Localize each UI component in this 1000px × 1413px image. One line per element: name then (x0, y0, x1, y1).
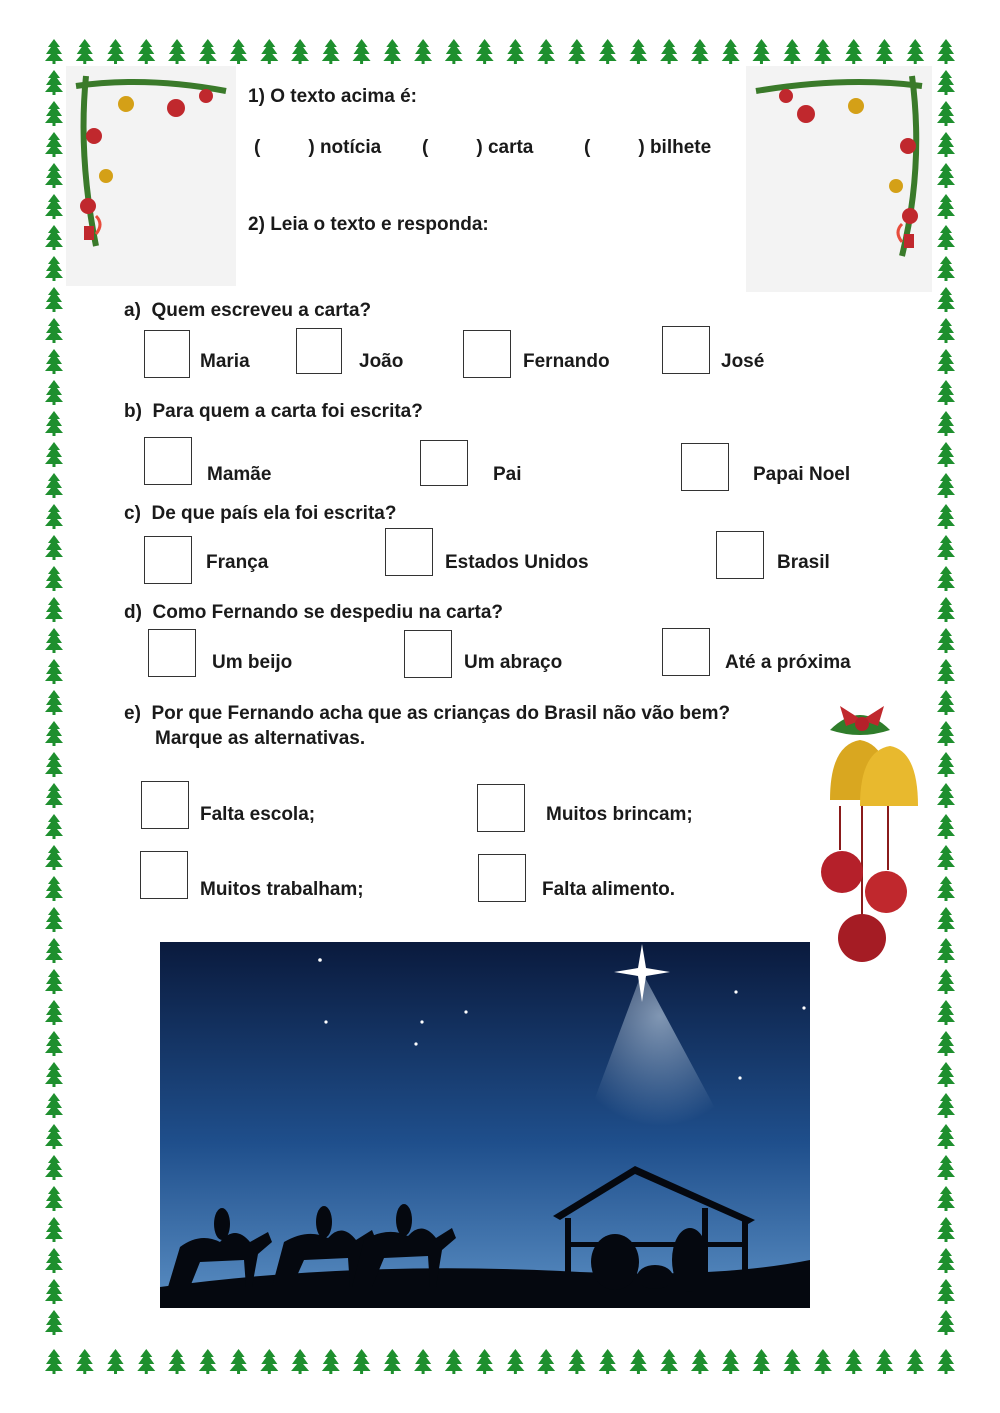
christmas-tree-icon (291, 39, 309, 64)
checkbox-falta-alimento[interactable] (478, 854, 526, 902)
christmas-tree-icon (45, 256, 63, 281)
option-muitos-trabalham: Muitos trabalham; (200, 879, 364, 900)
christmas-tree-icon (45, 1248, 63, 1273)
christmas-tree-icon (322, 39, 340, 64)
checkbox-fernando[interactable] (463, 330, 511, 378)
checkbox-mamae[interactable] (144, 437, 192, 485)
option-maria: Maria (200, 351, 250, 372)
question-2-number: 2) (248, 214, 265, 235)
christmas-bells-ornaments (800, 700, 925, 965)
option-mamae: Mamãe (207, 464, 272, 485)
christmas-tree-icon (383, 1349, 401, 1374)
option-pai: Pai (493, 464, 522, 485)
nativity-night-scene (160, 942, 810, 1308)
christmas-tree-icon (45, 1310, 63, 1335)
christmas-tree-icon (937, 1031, 955, 1056)
christmas-tree-icon (45, 938, 63, 963)
christmas-tree-icon (629, 39, 647, 64)
christmas-tree-icon (937, 473, 955, 498)
question-1-number: 1) (248, 86, 265, 107)
christmas-tree-icon (937, 690, 955, 715)
christmas-tree-icon (937, 225, 955, 250)
christmas-tree-icon (45, 163, 63, 188)
open-paren: ( (254, 137, 261, 158)
q1-option-noticia[interactable]: ( ) notícia (254, 137, 382, 158)
option-um-abraco: Um abraço (464, 652, 563, 673)
christmas-tree-icon (722, 39, 740, 64)
option-ate-a-proxima: Até a próxima (725, 652, 851, 673)
checkbox-um-abraco[interactable] (404, 630, 452, 678)
christmas-tree-icon (937, 721, 955, 746)
question-d-text: Como Fernando se despediu na carta? (152, 602, 504, 623)
christmas-tree-icon (845, 1349, 863, 1374)
christmas-tree-icon (107, 39, 125, 64)
christmas-tree-icon (568, 1349, 586, 1374)
q1-option-bilhete[interactable]: ( ) bilhete (584, 137, 712, 158)
christmas-tree-icon (414, 1349, 432, 1374)
checkbox-estados-unidos[interactable] (385, 528, 433, 576)
option-muitos-brincam: Muitos brincam; (546, 804, 693, 825)
christmas-tree-icon (937, 442, 955, 467)
christmas-tree-icon (230, 1349, 248, 1374)
checkbox-pai[interactable] (420, 440, 468, 486)
question-b-letter: b) (124, 401, 142, 422)
question-e-text-line1: Por que Fernando acha que as crianças do Brasil não vão bem? (151, 703, 731, 724)
option-falta-escola: Falta escola; (200, 804, 316, 825)
christmas-tree-icon (45, 132, 63, 157)
checkbox-joao[interactable] (296, 328, 342, 374)
christmas-tree-icon (45, 752, 63, 777)
christmas-tree-icon (45, 783, 63, 808)
option-brasil: Brasil (777, 552, 830, 573)
christmas-tree-icon (937, 783, 955, 808)
christmas-tree-icon (383, 39, 401, 64)
christmas-tree-icon (937, 318, 955, 343)
question-a-text: Quem escreveu a carta? (151, 300, 372, 321)
checkbox-muitos-trabalham[interactable] (140, 851, 188, 899)
q1-option-label: bilhete (649, 137, 712, 158)
christmas-tree-icon (599, 1349, 617, 1374)
christmas-tree-icon (783, 39, 801, 64)
christmas-tree-icon (45, 225, 63, 250)
question-c-text: De que país ela foi escrita? (151, 503, 397, 524)
question-d-letter: d) (124, 602, 142, 623)
christmas-tree-icon (137, 39, 155, 64)
question-b (124, 401, 423, 423)
christmas-tree-icon (937, 814, 955, 839)
question-c (124, 503, 396, 525)
christmas-tree-icon (45, 1279, 63, 1304)
holly-garland-top-left (66, 66, 236, 286)
christmas-tree-icon (137, 1349, 155, 1374)
christmas-tree-icon (445, 39, 463, 64)
christmas-tree-icon (199, 1349, 217, 1374)
christmas-tree-icon (937, 132, 955, 157)
christmas-tree-icon (45, 380, 63, 405)
christmas-tree-icon (45, 535, 63, 560)
christmas-tree-icon (937, 1155, 955, 1180)
christmas-tree-icon (722, 1349, 740, 1374)
christmas-tree-icon (937, 1279, 955, 1304)
christmas-tree-icon (937, 1349, 955, 1374)
christmas-tree-icon (45, 969, 63, 994)
christmas-tree-icon (76, 1349, 94, 1374)
christmas-tree-icon (937, 876, 955, 901)
question-e (124, 703, 730, 725)
christmas-tree-icon (691, 1349, 709, 1374)
christmas-tree-icon (45, 1062, 63, 1087)
christmas-tree-icon (937, 163, 955, 188)
christmas-tree-icon (937, 1310, 955, 1335)
christmas-tree-icon (937, 101, 955, 126)
checkbox-brasil[interactable] (716, 531, 764, 579)
christmas-tree-icon (937, 349, 955, 374)
christmas-tree-icon (937, 1000, 955, 1025)
question-a-letter: a) (124, 300, 141, 321)
christmas-tree-icon (107, 1349, 125, 1374)
christmas-tree-icon (660, 1349, 678, 1374)
christmas-tree-icon (660, 39, 678, 64)
christmas-tree-icon (937, 411, 955, 436)
question-1 (248, 86, 417, 108)
open-paren: ( (422, 137, 429, 158)
christmas-tree-icon (937, 628, 955, 653)
christmas-tree-icon (937, 969, 955, 994)
christmas-tree-icon (260, 1349, 278, 1374)
christmas-tree-icon (45, 349, 63, 374)
question-b-text: Para quem a carta foi escrita? (152, 401, 423, 422)
christmas-tree-icon (906, 1349, 924, 1374)
christmas-tree-icon (937, 535, 955, 560)
christmas-tree-icon (414, 39, 432, 64)
christmas-tree-icon (45, 70, 63, 95)
christmas-tree-icon (937, 1248, 955, 1273)
christmas-tree-icon (783, 1349, 801, 1374)
christmas-tree-icon (937, 256, 955, 281)
christmas-tree-icon (168, 39, 186, 64)
christmas-tree-icon (937, 938, 955, 963)
option-franca: França (206, 552, 269, 573)
question-1-text: O texto acima é: (270, 86, 417, 107)
christmas-tree-icon (476, 39, 494, 64)
christmas-tree-icon (45, 473, 63, 498)
christmas-tree-icon (45, 907, 63, 932)
christmas-tree-icon (353, 39, 371, 64)
checkbox-maria[interactable] (144, 330, 190, 378)
christmas-tree-icon (906, 39, 924, 64)
question-e-text-line2: Marque as alternativas. (155, 728, 366, 749)
christmas-tree-icon (814, 39, 832, 64)
checkbox-muitos-brincam[interactable] (477, 784, 525, 832)
christmas-tree-icon (629, 1349, 647, 1374)
option-falta-alimento: Falta alimento. (542, 879, 676, 900)
christmas-tree-icon (45, 1186, 63, 1211)
christmas-tree-icon (937, 1217, 955, 1242)
christmas-tree-icon (937, 1186, 955, 1211)
christmas-tree-icon (537, 39, 555, 64)
christmas-tree-icon (937, 287, 955, 312)
question-2-text: Leia o texto e responda: (270, 214, 489, 235)
christmas-tree-icon (875, 1349, 893, 1374)
question-a (124, 300, 371, 322)
christmas-tree-icon (45, 876, 63, 901)
christmas-tree-icon (752, 39, 770, 64)
christmas-tree-icon (45, 504, 63, 529)
christmas-tree-icon (937, 1093, 955, 1118)
christmas-tree-icon (937, 566, 955, 591)
christmas-tree-icon (537, 1349, 555, 1374)
christmas-tree-icon (599, 39, 617, 64)
christmas-tree-icon (937, 1062, 955, 1087)
christmas-tree-icon (506, 1349, 524, 1374)
christmas-tree-icon (322, 1349, 340, 1374)
option-fernando: Fernando (523, 351, 610, 372)
christmas-tree-icon (476, 1349, 494, 1374)
christmas-tree-icon (937, 194, 955, 219)
q1-option-label: notícia (319, 137, 382, 158)
christmas-tree-icon (875, 39, 893, 64)
christmas-tree-icon (45, 1217, 63, 1242)
checkbox-jose[interactable] (662, 326, 710, 374)
christmas-tree-icon (45, 101, 63, 126)
christmas-tree-icon (937, 659, 955, 684)
christmas-tree-icon (45, 1124, 63, 1149)
christmas-tree-icon (45, 690, 63, 715)
christmas-tree-icon (45, 318, 63, 343)
christmas-tree-icon (45, 194, 63, 219)
christmas-tree-icon (937, 845, 955, 870)
christmas-tree-icon (45, 597, 63, 622)
christmas-tree-icon (230, 39, 248, 64)
question-e-letter: e) (124, 703, 141, 724)
checkbox-um-beijo[interactable] (148, 629, 196, 677)
christmas-tree-icon (937, 39, 955, 64)
christmas-tree-icon (45, 287, 63, 312)
christmas-tree-icon (45, 39, 63, 64)
christmas-tree-icon (45, 721, 63, 746)
christmas-tree-icon (168, 1349, 186, 1374)
christmas-tree-icon (752, 1349, 770, 1374)
christmas-tree-icon (45, 814, 63, 839)
christmas-tree-icon (291, 1349, 309, 1374)
christmas-tree-icon (937, 504, 955, 529)
christmas-tree-icon (45, 411, 63, 436)
christmas-tree-icon (45, 1093, 63, 1118)
christmas-tree-icon (814, 1349, 832, 1374)
christmas-tree-icon (937, 907, 955, 932)
option-papai-noel: Papai Noel (753, 464, 851, 485)
checkbox-franca[interactable] (144, 536, 192, 584)
christmas-tree-icon (199, 39, 217, 64)
q1-option-label: carta (487, 137, 534, 158)
christmas-tree-icon (845, 39, 863, 64)
christmas-tree-icon (937, 597, 955, 622)
christmas-tree-icon (353, 1349, 371, 1374)
christmas-tree-icon (45, 845, 63, 870)
option-um-beijo: Um beijo (212, 652, 293, 673)
question-d (124, 602, 503, 624)
christmas-tree-icon (45, 1349, 63, 1374)
christmas-tree-icon (45, 1031, 63, 1056)
open-paren: ( (584, 137, 591, 158)
christmas-tree-icon (691, 39, 709, 64)
christmas-tree-icon (937, 70, 955, 95)
q1-option-carta[interactable]: ( ) carta (422, 137, 534, 158)
option-jose: José (721, 351, 765, 372)
option-estados-unidos: Estados Unidos (445, 552, 589, 573)
christmas-tree-icon (45, 1000, 63, 1025)
christmas-tree-icon (45, 566, 63, 591)
christmas-tree-icon (45, 1155, 63, 1180)
christmas-tree-icon (937, 1124, 955, 1149)
christmas-tree-icon (937, 380, 955, 405)
option-joao: João (359, 351, 404, 372)
holly-garland-top-right (746, 66, 932, 292)
checkbox-falta-escola[interactable] (141, 781, 189, 829)
christmas-tree-icon (445, 1349, 463, 1374)
christmas-tree-icon (506, 39, 524, 64)
checkbox-papai-noel[interactable] (681, 443, 729, 491)
question-c-letter: c) (124, 503, 141, 524)
christmas-tree-icon (45, 628, 63, 653)
christmas-tree-icon (568, 39, 586, 64)
christmas-tree-icon (76, 39, 94, 64)
checkbox-ate-a-proxima[interactable] (662, 628, 710, 676)
christmas-tree-icon (45, 442, 63, 467)
question-2 (248, 214, 489, 236)
christmas-tree-icon (45, 659, 63, 684)
christmas-tree-icon (937, 752, 955, 777)
christmas-tree-icon (260, 39, 278, 64)
